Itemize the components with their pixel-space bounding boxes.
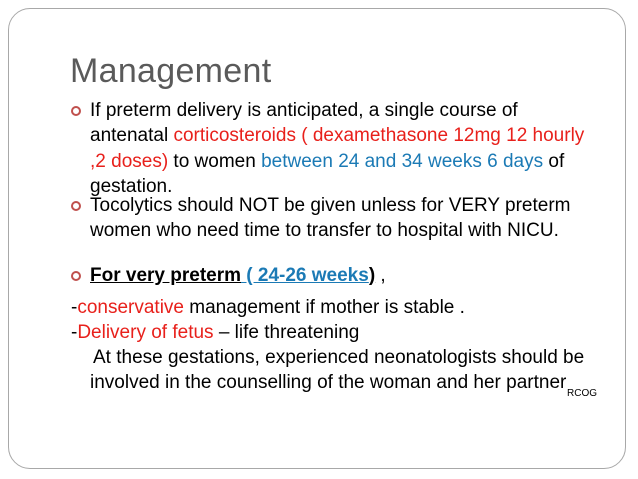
- slide-title: Management: [70, 52, 272, 90]
- weeks-24-26-text: ( 24-26 weeks: [241, 265, 369, 286]
- bullet1-line3: ,2 doses) to women between 24 and 34 weeks 6 days of: [90, 150, 565, 172]
- delivery-of-fetus-text: Delivery of fetus: [77, 322, 214, 343]
- bullet1-line1: If preterm delivery is anticipated, a single course of: [90, 100, 518, 121]
- doses-text: ,2 doses): [90, 150, 169, 172]
- slide-corner-mark: [594, 457, 604, 467]
- bullet1-text: [90, 98, 610, 200]
- bullet2-text: Tocolytics should NOT be given unless for VERY preterm women who need time to transfer to hospital with NICU.: [90, 195, 571, 242]
- delivery-line: -Delivery of fetus – life threatening: [71, 322, 360, 343]
- source-label: RCOG: [567, 388, 597, 399]
- corticosteroids-text: corticosteroids ( dexamethasone 12mg 12 hourly: [173, 125, 585, 147]
- bullet-icon: [71, 271, 81, 281]
- conservative-text: conservative: [77, 297, 184, 318]
- bullet-icon: [71, 201, 81, 211]
- bullet3-text: For very preterm ( 24-26 weeks) ,: [90, 265, 386, 286]
- bullet1-line4: gestation.: [90, 176, 173, 198]
- neonatologist-note: At these gestations, experienced neonatologists should be involved in the counselling of the woman and her partner: [90, 347, 585, 394]
- very-preterm-heading: For very preterm: [90, 265, 242, 286]
- conservative-line: -conservative management if mother is stable .: [71, 297, 465, 318]
- bullet1-line2: antenatal corticosteroids ( dexamethasone 12mg 12 hourly: [90, 125, 585, 147]
- bullet-icon: [71, 106, 81, 116]
- weeks-range-text: between 24 and 34 weeks 6 days: [261, 150, 544, 172]
